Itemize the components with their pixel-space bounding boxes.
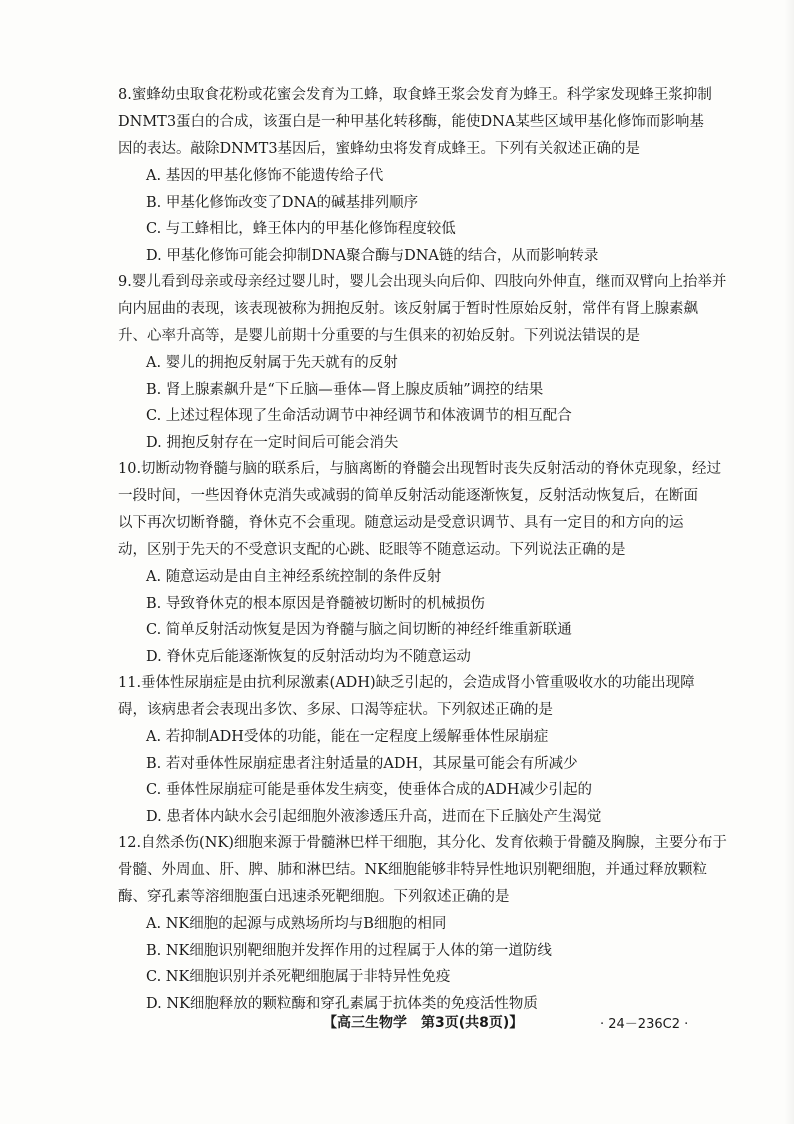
question-stem: [118, 670, 695, 724]
answer-option: D. 脊休克后能逐渐恢复的反射活动均为不随意运动: [146, 648, 471, 665]
answer-options: [118, 564, 688, 670]
stem-line: 11.垂体性尿崩症是由抗利尿激素(ADH)缺乏引起的，会造成肾小管重吸收水的功能出现障: [118, 675, 695, 691]
question-block: [118, 456, 722, 670]
answer-option: A. 若抑制ADH受体的功能，能在一定程度上缓解垂体性尿崩症: [146, 729, 549, 745]
page-footer: [0, 1012, 794, 1036]
stem-line: DNMT3蛋白的合成，该蛋白是一种甲基化转移酶，能使DNA某些区域甲基化修饰而影响基: [118, 114, 704, 130]
stem-line: 以下再次切断脊髓，脊休克不会重现。随意运动是受意识调节、具有一定目的和方向的运: [118, 515, 684, 531]
question-block: [118, 830, 727, 1017]
stem-line: 动，区别于先天的不受意识支配的心跳、眨眼等不随意运动。下列说法正确的是: [118, 542, 626, 558]
answer-option: C. 与工蜂相比，蜂王体内的甲基化修饰程度较低: [146, 221, 456, 237]
stem-line: 因的表达。敲除DNMT3基因后，蜜蜂幼虫将发育成蜂王。下列有关叙述正确的是: [118, 141, 641, 157]
answer-option: A. NK细胞的起源与成熟场所均与B细胞的相同: [146, 916, 447, 932]
stem-line: 10.切断动物脊髓与脑的联系后，与脑离断的脊髓会出现暂时丧失反射活动的脊休克现象，经过: [118, 461, 722, 477]
answer-option: A. 随意运动是由自主神经系统控制的条件反射: [146, 569, 442, 585]
page-number-label: 【高三生物学 第3页(共8页)】: [323, 1015, 524, 1031]
stem-line: 碍，该病患者会表现出多饮、多尿、口渴等症状。下列叙述正确的是: [118, 702, 553, 718]
answer-options: [118, 911, 688, 1017]
paper-code: · 24－236C2 ·: [600, 1017, 689, 1032]
answer-options: [118, 724, 688, 830]
question-stem: [118, 830, 727, 911]
answer-option: D. 甲基化修饰可能会抑制DNA聚合酶与DNA链的结合，从而影响转录: [146, 247, 599, 264]
stem-line: 酶、穿孔素等溶细胞蛋白迅速杀死靶细胞。下列叙述正确的是: [118, 889, 510, 905]
answer-option: B. NK细胞识别靶细胞并发挥作用的过程属于人体的第一道防线: [146, 942, 552, 959]
question-stem: [118, 269, 727, 350]
answer-option: B. 甲基化修饰改变了DNA的碱基排列顺序: [146, 194, 419, 211]
answer-option: C. NK细胞识别并杀死靶细胞属于非特异性免疫: [146, 969, 451, 985]
answer-option: B. 肾上腺素飙升是“下丘脑—垂体—肾上腺皮质轴”调控的结果: [146, 381, 544, 398]
answer-options: [118, 163, 688, 269]
answer-option: D. 拥抱反射存在一定时间后可能会消失: [146, 434, 399, 451]
answer-option: D. NK细胞释放的颗粒酶和穿孔素属于抗体类的免疫活性物质: [146, 995, 538, 1012]
stem-line: 升、心率升高等，是婴儿前期十分重要的与生俱来的初始反射。下列说法错误的是: [118, 328, 640, 344]
question-block: [118, 269, 727, 456]
answer-option: D. 患者体内缺水会引起细胞外液渗透压升高，进而在下丘脑处产生渴觉: [146, 808, 602, 825]
answer-option: A. 基因的甲基化修饰不能遗传给子代: [146, 168, 384, 184]
stem-line: 向内屈曲的表现，该表现被称为拥抱反射。该反射属于暂时性原始反射，常伴有肾上腺素飙: [118, 301, 698, 317]
question-block: [118, 82, 712, 269]
answer-option: C. 上述过程体现了生命活动调节中神经调节和体液调节的相互配合: [146, 408, 572, 424]
answer-option: C. 简单反射活动恢复是因为脊髓与脑之间切断的神经纤维重新联通: [146, 622, 572, 638]
question-block: [118, 670, 695, 830]
stem-line: 8.蜜蜂幼虫取食花粉或花蜜会发育为工蜂，取食蜂王浆会发育为蜂王。科学家发现蜂王浆抑制: [118, 87, 712, 103]
stem-line: 9.婴儿看到母亲或母亲经过婴儿时，婴儿会出现头向后仰、四肢向外伸直，继而双臂向上抬举并: [118, 274, 727, 290]
stem-line: 12.自然杀伤(NK)细胞来源于骨髓淋巴样干细胞，其分化、发育依赖于骨髓及胸腺，主要分布于: [118, 835, 727, 851]
answer-option: B. 导致脊休克的根本原因是脊髓被切断时的机械损伤: [146, 595, 485, 612]
answer-option: C. 垂体性尿崩症可能是垂体发生病变，使垂体合成的ADH减少引起的: [146, 782, 593, 798]
answer-option: A. 婴儿的拥抱反射属于先天就有的反射: [146, 355, 398, 371]
answer-option: B. 若对垂体性尿崩症患者注射适量的ADH，其尿量可能会有所减少: [146, 755, 578, 772]
question-list: [118, 82, 727, 1017]
stem-line: 骨髓、外周血、肝、脾、肺和淋巴结。NK细胞能够非特异性地识别靶细胞，并通过释放颗粒: [118, 862, 708, 878]
question-stem: [118, 82, 712, 163]
question-stem: [118, 456, 722, 564]
stem-line: 一段时间，一些因脊休克消失或减弱的简单反射活动能逐渐恢复，反射活动恢复后，在断面: [118, 488, 698, 504]
scan-shadow: [784, 0, 794, 1124]
answer-options: [118, 350, 688, 456]
